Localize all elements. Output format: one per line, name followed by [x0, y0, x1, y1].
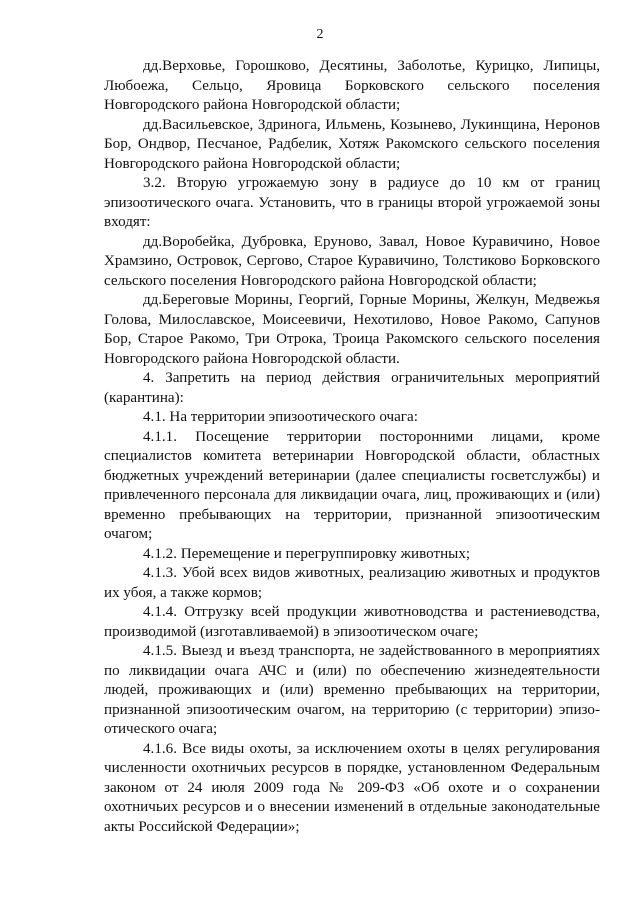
paragraph-4-1-6-hunting: 4.1.6. Все виды охоты, за исключением охоты в целях регулирования численности охотничьих ресурсов в порядке, установленном Федеральным законом от 24 июля 2009 года № 209-ФЗ «Об охоте и о сохранении охотничьих ресурсов и о внесении изменений в отдельные законодательные акты Российской Федерации»; [104, 740, 600, 835]
page-number: 2 [316, 27, 324, 42]
paragraph-zone2-villages-borkovskoe: дд.Воробейка, Дубровка, Еруново, Завал, Новое Куравичино, Новое Храмзино, Островок, Сергово, Старое Куравичино, Толстиково Борковского сельского поселения Новгородского района Новгородской области; [104, 233, 600, 289]
paragraph-4-1-1-visits: 4.1.1. Посещение территории посторонними лицами, кроме специалистов комитета ветеринарии Новгородской области, областных бюджетных учреждений ветеринарии (далее специалисты госветслужбы) и привлеченного персонала для ликвидации очага, лиц, проживающих и (или) временно пребывающих на территории, признанной эпизоотическим очагом; [104, 428, 600, 542]
paragraph-4-1-5-transport: 4.1.5. Выезд и въезд транспорта, не задействованного в мероприятиях по ликвидации очага АЧС и (или) по обеспечению жизнедеятельности людей, проживающих и (или) временно пребывающих на территории, признанной эпизоотическим очагом, на территорию (с территории) эпизоотического очага; [104, 643, 600, 737]
paragraph-4-1-4-shipment: 4.1.4. Отгрузку всей продукции животноводства и растениеводства, производимой (изготавливаемой) в эпизоотическом очаге; [104, 604, 600, 640]
paragraph-villages-rakomskoe: дд.Васильевское, Здринога, Ильмень, Козынево, Лукинщина, Неронов Бор, Ондвор, Песчаное, Радбелик, Хотяж Ракомского сельского поселения Новгородского района Новгородской области; [104, 116, 600, 172]
paragraph-4-1-focus-territory: 4.1. На территории эпизоотического очага: [143, 409, 418, 425]
paragraph-4-prohibit: 4. Запретить на период действия ограничительных мероприятий (карантина): [104, 370, 600, 406]
paragraph-3-2-second-zone: 3.2. Вторую угрожаемую зону в радиусе до 10 км от границ эпизоотического очага. Установить, что в границы второй угрожаемой зоны входят: [104, 175, 600, 230]
paragraph-4-1-3-slaughter: 4.1.3. Убой всех видов животных, реализацию животных и продуктов их убоя, а также кормов; [104, 565, 600, 601]
document-body [104, 57, 600, 837]
paragraph-zone2-villages-rakomskoe: дд.Береговые Морины, Георгий, Горные Морины, Желкун, Медвежья Голова, Милославское, Моисеевичи, Нехотилово, Новое Ракомо, Сапунов Бор, Старое Ракомо, Три Отрока, Троица Ракомского сельского поселения Новгородского района Новгородской области. [104, 292, 600, 367]
paragraph-villages-borkovskoe: дд.Верховье, Горошково, Десятины, Заболотье, Курицко, Липицы, Любоежа, Сельцо, Яровица Борковского сельского поселения Новгородского района Новгородской области; [104, 58, 600, 113]
paragraph-4-1-2-movement: 4.1.2. Перемещение и перегруппировку животных; [143, 545, 471, 562]
